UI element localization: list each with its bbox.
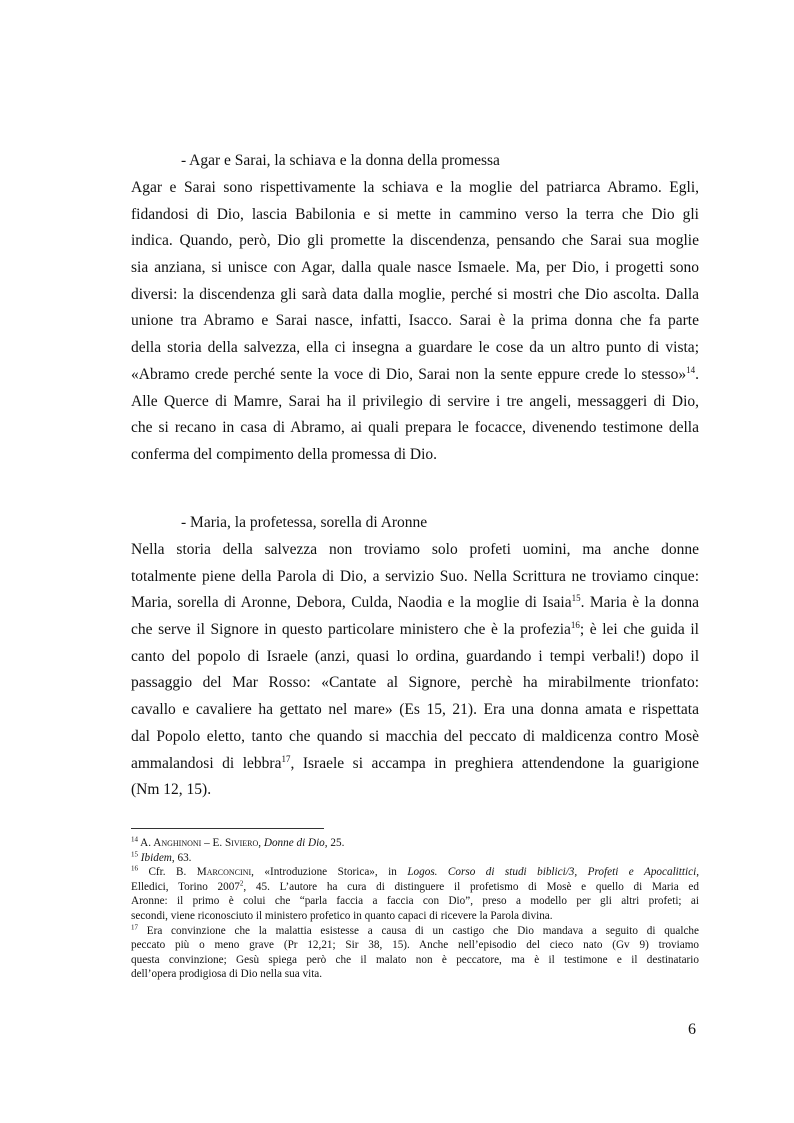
footnote-16-line <box>131 880 699 895</box>
text-line: diversi: la discendenza gli sarà data dalla moglie, perché si mostri che Dio ascolta. Dalla <box>131 285 699 303</box>
page-number: 6 <box>688 1021 696 1038</box>
text-segment: Maria, sorella di Aronne, Debora, Culda, Naodia e la moglie di Isaia <box>131 594 572 612</box>
footnote-17-line: questa convinzione; Gesù spiega però che il malato non è peccatore, ma è il testimone e il destinatario <box>131 953 699 966</box>
text-line-with-footnote <box>131 590 699 617</box>
text-line-with-footnote <box>131 362 699 389</box>
footnote-15 <box>131 851 699 866</box>
paragraph-agar-sarai <box>131 175 699 469</box>
text-line: sia anziana, si unisce con Agar, dalla quale nasce Ismaele. Ma, per Dio, i progetti sono <box>131 259 699 277</box>
text-segment: . Maria è la donna <box>580 594 699 612</box>
text-segment: , 63. <box>171 851 192 864</box>
footnote-ref-14[interactable]: 14 <box>686 364 696 375</box>
paragraph-maria <box>131 537 699 804</box>
ibidem: Ibidem <box>140 851 172 864</box>
text-line: totalmente piene della Parola di Dio, a servizio Suo. Nella Scrittura ne troviamo cinque: <box>131 567 699 585</box>
footnote-ref-15[interactable]: 15 <box>571 593 581 604</box>
text-line: unione tra Abramo e Sarai nasce, infatti, Isacco. Sarai è la prima donna che fa parte <box>131 312 699 330</box>
section-heading-maria: - Maria, la profetessa, sorella di Aronne <box>181 514 428 531</box>
text-segment: , 25. <box>324 837 345 849</box>
footnote-separator <box>131 828 324 829</box>
text-line: fidandosi di Dio, lascia Babilonia e si mette in cammino verso la terra che Dio gli <box>131 205 699 223</box>
footnote-ref-17[interactable]: 17 <box>281 753 291 764</box>
author-name: iviero <box>231 837 259 849</box>
text-line: Alle Querce di Mamre, Sarai ha il privilegio di servire i tre angeli, messaggeri di Dio, <box>131 392 699 410</box>
text-segment: Era convinzione che la malattia esistesse a causa di un castigo che Dio mandava a seguito di qualche <box>138 924 699 937</box>
text-line: Nella storia della salvezza non troviamo solo profeti uomini, ma anche donne <box>131 541 699 558</box>
footnote-number: 16 <box>131 864 138 873</box>
text-line: dal Popolo eletto, tanto che quando si macchia del peccato di maldicenza contro Mosè <box>131 727 699 745</box>
footnote-number: 17 <box>131 922 138 931</box>
text-line: conferma del compimento della promessa di Dio. <box>131 445 438 463</box>
text-segment: Elledici, Torino 2007 <box>131 880 240 893</box>
footnote-number: 14 <box>131 835 138 844</box>
footnote-ref-16[interactable]: 16 <box>570 619 580 630</box>
text-segment: che serve il Signore in questo particolare ministero che è la profezia <box>131 621 571 639</box>
edition-number: 2 <box>239 879 244 888</box>
text-segment: , Israele si accampa in preghiera attendendone la guarigione <box>290 754 699 772</box>
text-segment: A. A <box>138 837 162 849</box>
footnote-16-line: Aronne: il primo è colui che “parla faccia a faccia con Dio”, preso a modello per gli altri profeti; ai <box>131 895 699 908</box>
text-segment: ; è lei che guida il <box>579 621 699 639</box>
text-line: che si recano in casa di Abramo, ai quali prepara le focacce, divenendo testimone della <box>131 419 699 437</box>
footnote-16-line: secondi, viene riconosciuto il ministero profetico in quanto capaci di ricevere la Parola divina. <box>131 909 553 922</box>
footnote-17-line: dell’opera prodigiosa di Dio nella sua vita. <box>131 968 323 981</box>
text-line: Agar e Sarai sono rispettivamente la schiava e la moglie del patriarca Abramo. Egli, <box>131 179 699 196</box>
text-line: della storia della salvezza, ella ci insegna a guardare le cose da un altro punto di vista; <box>131 339 699 357</box>
section-heading-agar-sarai: - Agar e Sarai, la schiava e la donna della promessa <box>181 152 500 169</box>
text-segment: ammalandosi di lebbra <box>131 754 282 772</box>
footnote-16-line <box>131 865 699 880</box>
author-name: nghinoni <box>161 837 202 849</box>
text-line: indica. Quando, però, Dio gli promette la discendenza, pensando che Sarai sua moglie <box>131 232 699 250</box>
text-segment: , 45. L’autore ha cura di distinguere il profetismo di Mosè e quello di Maria ed <box>243 880 699 893</box>
quote-text: «Abramo crede perché sente la voce di Dio, Sarai non la sente eppure crede lo stesso» <box>131 365 687 383</box>
footnote-14 <box>131 836 699 851</box>
text-segment: , <box>696 866 699 879</box>
text-line: canto del popolo di Israele (anzi, quasi lo ordina, guardando i tempi verbali!) dopo il <box>131 647 699 665</box>
text-segment: , «Introduzione Storica», in <box>251 866 408 879</box>
book-title: Donne di Dio <box>263 837 325 849</box>
text-segment: – E. S <box>201 837 232 849</box>
footnotes <box>131 836 699 982</box>
footnote-17-line <box>131 924 699 939</box>
text-line: cavallo e cavaliere ha gettato nel mare» (Es 15, 21). Era una donna amata e rispettata <box>131 701 699 719</box>
footnote-number: 15 <box>131 849 138 858</box>
text-line-with-footnote <box>131 617 699 644</box>
text-line: passaggio del Mar Rosso: «Cantate al Signore, perchè ha mirabilmente trionfato: <box>131 674 699 692</box>
text-line: (Nm 12, 15). <box>131 781 212 799</box>
punctuation: . <box>695 365 699 383</box>
book-title: Logos. Corso di studi biblici/3, Profeti e Apocalittici <box>407 866 697 879</box>
author-name: arconcini <box>206 866 252 879</box>
text-line-with-footnote <box>131 751 699 778</box>
text-segment: , <box>258 837 264 849</box>
footnote-17-line: peccato più o meno grave (Pr 12,21; Sir 38, 15). Anche nell’episodio del cieco nato (Gv 9) troviamo <box>131 939 699 952</box>
text-segment: Cfr. B. M <box>138 866 207 879</box>
